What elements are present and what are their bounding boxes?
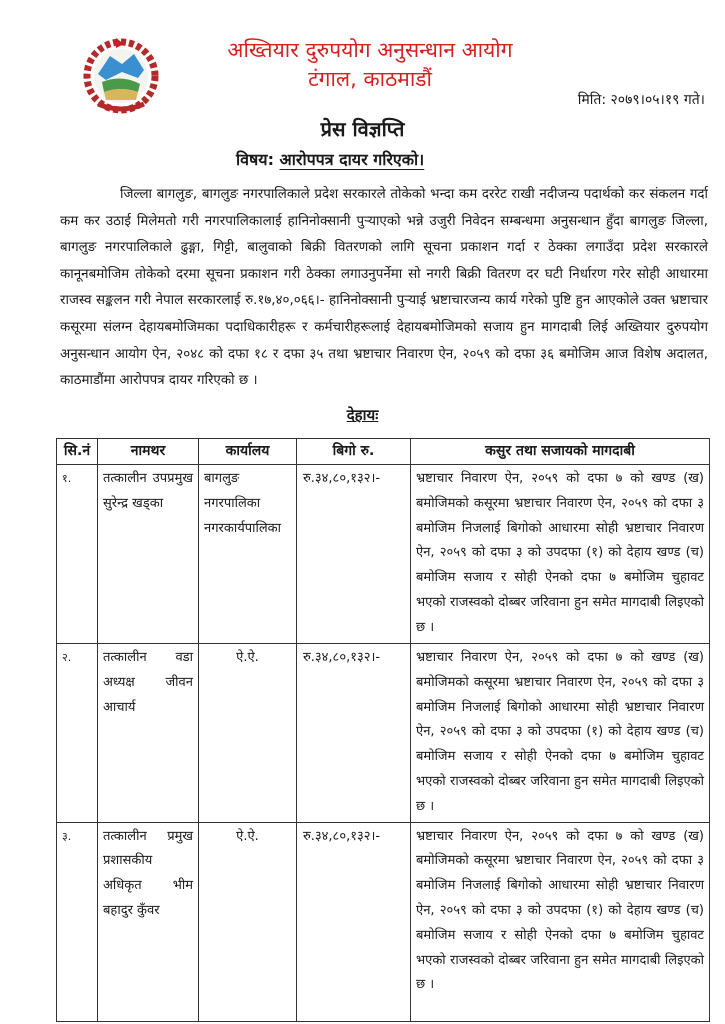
header-office: कार्यालय [199,439,297,465]
release-date: मिति: २०७९।०५।१९ गते। [577,92,705,108]
table-row [57,822,710,1021]
cell-name: तत्कालीन वडा अध्यक्ष जीवन आचार्य [98,644,199,823]
body-paragraph: जिल्ला बागलुङ, बागलुङ नगरपालिकाले प्रदेश सरकारले तोकेको भन्दा कम दररेट राखी नदीजन्य पदार्थको कर संकलन गर्दा कम कर उठाई मिलेमतो गरी नगरपालिकालाई हानिनोक्सानी पुऱ्याएको भन्ने उजुरी निवेदन सम्बन्धमा अनुसन्धान हुँदा बागलुङ जिल्ला, बागलुङ नगरपालिकाले ढुङ्गा, गिट्टी, बालुवाको बिक्री वितरणको लागि सूचना प्रकाशन गर्दा र ठेक्का लगाउँदा प्रदेश सरकारले कानूनबमोजिम तोकेको दरमा सूचना प्रकाशन गरी ठेक्का लगाउनुपर्नेमा सो नगरी बिक्री वितरण दर घटी निर्धारण गरेर सोही आधारमा राजस्व सङ्कलन गरी नेपाल सरकारलाई रु.१७,४०,०६६।- हानिनोक्सानी पुऱ्याई भ्रष्टाचारजन्य कार्य गरेको पुष्टि हुन आएकोले उक्त भ्रष्टाचार कसूरमा संलग्न देहायबमोजिमका पदाधिकारीहरू र कर्मचारीहरूलाई देहायबमोजिमको सजाय हुन मागदाबी लिई अख्तियार दुरुपयोग अनुसन्धान आयोग ऐन, २०४८ को दफा १८ र दफा ३५ तथा भ्रष्टाचार निवारण ऐन, २०५९ को दफा ३६ बमोजिम आज विशेष अदालत, काठमाडौंमा आरोपपत्र दायर गरिएको छ । [60,187,708,389]
cell-serial: १. [57,465,98,644]
page-title: प्रेस विज्ञप्ति [320,117,405,141]
subject-value: आरोपपत्र दायर गरिएको। [279,150,425,169]
header-serial: सि.नं [57,439,98,465]
accused-table [56,438,710,1022]
organization-name: अख्तियार दुरुपयोग अनुसन्धान आयोग [227,38,513,62]
table-header-row [57,439,710,465]
header-name: नामथर [98,439,199,465]
cell-amount: रु.३४,८०,१३२।- [297,465,411,644]
cell-charge: भ्रष्टाचार निवारण ऐन, २०५९ को दफा ७ को खण्ड (ख) बमोजिमको कसूरमा भ्रष्टाचार निवारण ऐन, २०५९ को दफा ३ बमोजिम निजलाई बिगोको आधारमा सोही भ्रष्टाचार निवारण ऐन, २०५९ को दफा ३ को उपदफा (१) को देहाय खण्ड (च) बमोजिम सजाय र सोही ऐनको दफा ७ बमोजिम चुहावट भएको राजस्वको दोब्बर जरिवाना हुन समेत मागदाबी लिइएको छ । [411,822,710,1021]
cell-charge: भ्रष्टाचार निवारण ऐन, २०५९ को दफा ७ को खण्ड (ख) बमोजिमको कसूरमा भ्रष्टाचार निवारण ऐन, २०५९ को दफा ३ बमोजिम निजलाई बिगोको आधारमा सोही भ्रष्टाचार निवारण ऐन, २०५९ को दफा ३ को उपदफा (१) को देहाय खण्ड (च) बमोजिम सजाय र सोही ऐनको दफा ७ बमोजिम चुहावट भएको राजस्वको दोब्बर जरिवाना हुन समेत मागदाबी लिइएको छ । [411,465,710,644]
header-amount: बिगो रु. [297,439,411,465]
subject-label: विषय: [236,150,274,169]
cell-office: ऐ.ऐ. [199,644,297,823]
cell-office: ऐ.ऐ. [199,822,297,1021]
table-row [57,644,710,823]
table-heading: देहायः [346,406,379,424]
cell-office: बागलुङ नगरपालिका नगरकार्यपालिका [199,465,297,644]
cell-name: तत्कालीन प्रमुख प्रशासकीय अधिकृत भीम बहादुर कुँवर [98,822,199,1021]
cell-amount: रु.३४,८०,१३२।- [297,822,411,1021]
cell-name: तत्कालीन उपप्रमुख सुरेन्द्र खड्का [98,465,199,644]
cell-amount: रु.३४,८०,१३२।- [297,644,411,823]
subject-line [236,148,424,170]
cell-serial: २. [57,644,98,823]
table-row [57,465,710,644]
organization-location: टंगाल, काठमाडौं [308,67,432,91]
cell-charge: भ्रष्टाचार निवारण ऐन, २०५९ को दफा ७ को खण्ड (ख) बमोजिमको कसूरमा भ्रष्टाचार निवारण ऐन, २०५९ को दफा ३ बमोजिम निजलाई बिगोको आधारमा सोही भ्रष्टाचार निवारण ऐन, २०५९ को दफा ३ को उपदफा (१) को देहाय खण्ड (च) बमोजिम सजाय र सोही ऐनको दफा ७ बमोजिम चुहावट भएको राजस्वको दोब्बर जरिवाना हुन समेत मागदाबी लिइएको छ । [411,644,710,823]
cell-serial: ३. [57,822,98,1021]
header-charge: कसुर तथा सजायको मागदाबी [411,439,710,465]
